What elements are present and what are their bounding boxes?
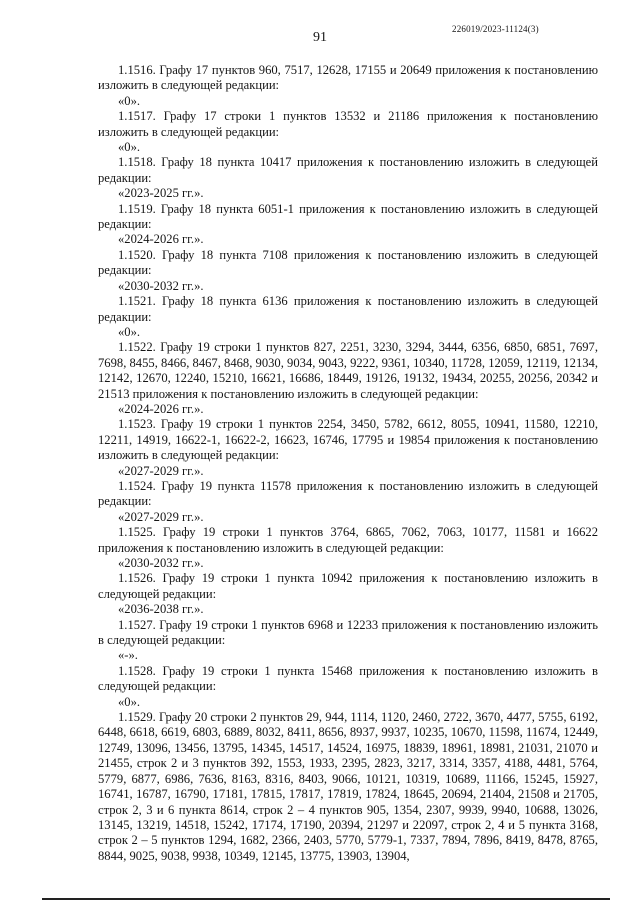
page-number: 91 <box>313 30 327 45</box>
paragraph-1517: 1.1517. Графу 17 строки 1 пунктов 13532 и 21186 приложения к постановлению изложить в следующей редакции: <box>98 109 598 139</box>
paragraph-1519: 1.1519. Графу 18 пункта 6051-1 приложения к постановлению изложить в следующей редакции: <box>98 201 598 232</box>
replacement-value-1523: «2027-2029 гг.». <box>118 463 204 478</box>
replacement-value-1518: «2023-2025 гг.». <box>118 186 204 201</box>
paragraph-1524: 1.1524. Графу 19 пункта 11578 приложения к постановлению изложить в следующей редакции: <box>98 478 598 509</box>
bottom-rule <box>42 898 610 900</box>
replacement-value-1519: «2024-2026 гг.». <box>118 232 204 247</box>
paragraph-1520: 1.1520. Графу 18 пункта 7108 приложения к постановлению изложить в следующей редакции: <box>98 247 598 278</box>
replacement-value-1516: «0». <box>118 93 141 108</box>
paragraph-1518: 1.1518. Графу 18 пункта 10417 приложения к постановлению изложить в следующей редакции: <box>98 155 598 185</box>
paragraph-1527: 1.1527. Графу 19 строки 1 пунктов 6968 и 12233 приложения к постановлению изложить в следующей редакции: <box>98 617 598 648</box>
paragraph-1521: 1.1521. Графу 18 пункта 6136 приложения к постановлению изложить в следующей редакции: <box>98 294 598 324</box>
replacement-value-1522: «2024-2026 гг.». <box>118 401 204 416</box>
replacement-value-1520: «2030-2032 гг.». <box>118 278 204 293</box>
paragraph-1525: 1.1525. Графу 19 строки 1 пунктов 3764, 6865, 7062, 7063, 10177, 11581 и 16622 приложения к постановлению изложить в следующей редакции: <box>98 525 598 555</box>
paragraph-1528: 1.1528. Графу 19 строки 1 пункта 15468 приложения к постановлению изложить в следующей редакции: <box>98 663 598 694</box>
paragraph-1522: 1.1522. Графу 19 строки 1 пунктов 827, 2251, 3230, 3294, 3444, 6356, 6850, 6851, 7697, 7698, 8455, 8466, 8467, 8468, 9030, 9034, 9043, 9222, 9361, 10340, 11728, 12059, 12119, 12134, 12142, 12670, 12240, 15210, 16621, 16686, 18449, 19126, 19132, 19434, 20255, 20256, 20342 и 21513 приложения к постановлению изложить в следующей редакции: <box>98 340 598 401</box>
replacement-value-1524: «2027-2029 гг.». <box>118 509 204 524</box>
replacement-value-1526: «2036-2038 гг.». <box>118 602 204 617</box>
paragraph-1526: 1.1526. Графу 19 строки 1 пункта 10942 приложения к постановлению изложить в следующей редакции: <box>98 571 598 601</box>
paragraph-1523: 1.1523. Графу 19 строки 1 пунктов 2254, 3450, 5782, 6612, 8055, 10941, 11580, 12210, 12211, 14919, 16622-1, 16622-2, 16623, 16746, 17795 и 19854 приложения к постановлению изложить в следующей редакции: <box>98 417 598 463</box>
replacement-value-1527: «-». <box>118 648 138 663</box>
replacement-value-1525: «2030-2032 гг.». <box>118 556 204 570</box>
paragraph-1516: 1.1516. Графу 17 пунктов 960, 7517, 12628, 17155 и 20649 приложения к постановлению изложить в следующей редакции: <box>98 63 598 93</box>
replacement-value-1528: «0». <box>118 694 141 709</box>
document-body <box>98 63 598 864</box>
replacement-value-1517: «0». <box>118 140 141 155</box>
paragraph-1529: 1.1529. Графу 20 строки 2 пунктов 29, 944, 1114, 1120, 2460, 2722, 3670, 4477, 5755, 6192, 6448, 6618, 6619, 6803, 6889, 8032, 8411, 8656, 8937, 9937, 10235, 10670, 11598, 11674, 12449, 12749, 13096, 13456, 13795, 14345, 14517, 14524, 16975, 18839, 18961, 18981, 21031, 21070 и 21455, строк 2 и 3 пунктов 392, 1553, 1933, 2395, 2823, 3217, 3314, 3357, 4188, 4481, 5764, 5779, 6877, 6986, 7636, 8163, 8316, 8403, 9066, 10121, 10319, 10689, 11166, 15245, 15927, 16741, 16787, 16790, 17181, 17815, 17817, 17819, 17824, 18645, 20694, 21404, 21508 и 21705, строк 2, 3 и 6 пункта 8614, строк 2 – 4 пунктов 905, 1354, 2307, 9939, 9940, 10688, 13026, 13145, 13219, 14518, 15242, 17174, 17190, 20394, 21297 и 22097, строк 2, 4 и 5 пункта 3168, строк 2 – 5 пунктов 1294, 1682, 2366, 2403, 5770, 5779-1, 7337, 7894, 7896, 8419, 8478, 8765, 8844, 9025, 9038, 9938, 10349, 12145, 13775, 13903, 13904, <box>98 710 598 863</box>
replacement-value-1521: «0». <box>118 324 141 339</box>
document-number: 226019/2023-11124(3) <box>452 24 539 34</box>
